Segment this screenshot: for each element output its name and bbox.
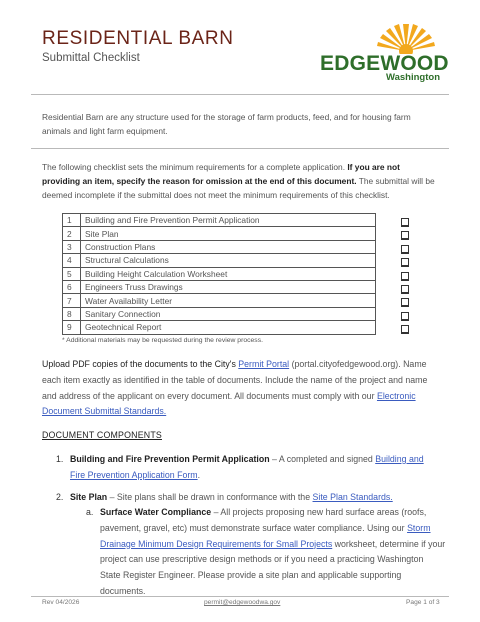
checkbox-site-item-1[interactable]	[401, 218, 409, 227]
item-number: 8	[63, 307, 81, 320]
list-item	[56, 490, 436, 506]
page-title: RESIDENTIAL BARN	[42, 28, 234, 49]
item-number: 1.	[56, 454, 64, 464]
footer-divider	[31, 596, 449, 597]
item-number: 6	[63, 280, 81, 293]
item-text: – A completed and signed	[269, 454, 376, 464]
logo-subtitle: Washington	[386, 72, 440, 83]
item-number: 1	[63, 214, 81, 227]
requirements-paragraph	[42, 160, 440, 203]
checkbox-site-item-9[interactable]	[401, 325, 409, 334]
list-item	[86, 505, 446, 600]
checkbox-site-item-5[interactable]	[401, 272, 409, 281]
table-row	[63, 240, 376, 253]
checkbox-site-item-8[interactable]	[401, 312, 409, 321]
item-label: Construction Plans	[81, 240, 376, 253]
checkbox-site-item-7[interactable]	[401, 298, 409, 307]
table-row	[63, 227, 376, 240]
checkbox-site-item-6[interactable]	[401, 285, 409, 294]
item-label: Engineers Truss Drawings	[81, 280, 376, 293]
edgewood-logo	[318, 20, 448, 86]
checkbox-site-item-3[interactable]	[401, 245, 409, 254]
checkbox-site-item-4[interactable]	[401, 258, 409, 267]
item-label: Building and Fire Prevention Permit Application	[81, 214, 376, 227]
item-label: Water Availability Letter	[81, 294, 376, 307]
item-number: 4	[63, 254, 81, 267]
storm-drainage-link[interactable]: Storm Drainage Minimum Design Requirements for Small Projects	[100, 522, 431, 549]
header-divider	[31, 94, 449, 95]
upload-text-2: (portal.cityofedgewood.org). Name each item exactly as identified in the table of documents. Include the name of the project and name and address of the applicant on every document. All documents must comply with our	[42, 359, 428, 401]
item-number: 2.	[56, 492, 64, 502]
requirements-text-1: The following checklist sets the minimum requirements for a complete application.	[42, 162, 346, 172]
site-plan-standards-link[interactable]: Site Plan Standards.	[312, 492, 393, 502]
list-item	[56, 452, 436, 484]
intro-divider	[31, 148, 449, 149]
footer-page-number: Page 1 of 3	[406, 599, 440, 606]
checkbox-site-item-2[interactable]	[401, 231, 409, 240]
section-heading: DOCUMENT COMPONENTS	[42, 430, 162, 440]
electronic-standards-link[interactable]: Electronic Document Submittal Standards.	[42, 390, 416, 417]
table-row	[63, 280, 376, 293]
footer-email-link[interactable]: permit@edgewoodwa.gov	[204, 599, 281, 606]
table-row	[63, 214, 376, 227]
item-end: .	[197, 469, 201, 480]
item-number: 3	[63, 240, 81, 253]
item-title: Building and Fire Prevention Permit Application	[70, 454, 270, 464]
item-number: 7	[63, 294, 81, 307]
item-number: 2	[63, 227, 81, 240]
table-row	[63, 294, 376, 307]
application-form-link[interactable]: Building and Fire Prevention Application Form	[70, 454, 424, 480]
item-title: Surface Water Compliance	[100, 507, 212, 517]
item-number: 5	[63, 267, 81, 280]
table-row	[63, 307, 376, 320]
upload-paragraph	[42, 357, 440, 420]
permit-portal-link[interactable]: Permit Portal	[238, 359, 290, 369]
item-text: – All projects proposing new hard surface areas (roofs, pavement, gravel, etc) must demonstrate surface water compliance. Using our	[100, 507, 427, 533]
intro-paragraph: Residential Barn are any structure used for the storage of farm products, feed, and for housing farm animals and light farm equipment.	[42, 112, 411, 137]
upload-text-1: Upload PDF copies of the documents to the City's	[42, 359, 236, 369]
item-number: 9	[63, 321, 81, 334]
page-subtitle: Submittal Checklist	[42, 52, 140, 64]
item-end: worksheet, determine if your project can use prescriptive design methods or if you need a practicing Washington State Register Engineer. Please provide a site plan and applicable supporting documents.	[100, 538, 446, 596]
requirements-text-2: If you are not providing an item, specify the reason for omission at the end of this document.	[42, 162, 400, 187]
footer-revision: Rev 04/2026	[42, 599, 80, 606]
table-row	[63, 321, 376, 334]
item-number: a.	[86, 507, 94, 517]
table-row	[63, 267, 376, 280]
item-title: Site Plan	[70, 492, 108, 502]
logo-wordmark: EDGEWOOD	[320, 52, 449, 75]
requirements-text-3: The submittal will be deemed incomplete if the submittal does not meet the minimum requirements of this checklist.	[42, 176, 435, 201]
item-text: – Site plans shall be drawn in conformance with the	[107, 492, 313, 502]
checklist-table	[62, 213, 376, 335]
item-label: Site Plan	[81, 227, 376, 240]
checklist-footnote: * Additional materials may be requested during the review process.	[62, 337, 263, 344]
table-row	[63, 254, 376, 267]
item-label: Building Height Calculation Worksheet	[81, 267, 376, 280]
item-label: Sanitary Connection	[81, 307, 376, 320]
sunburst-icon	[370, 20, 442, 54]
item-label: Structural Calculations	[81, 254, 376, 267]
item-label: Geotechnical Report	[81, 321, 376, 334]
